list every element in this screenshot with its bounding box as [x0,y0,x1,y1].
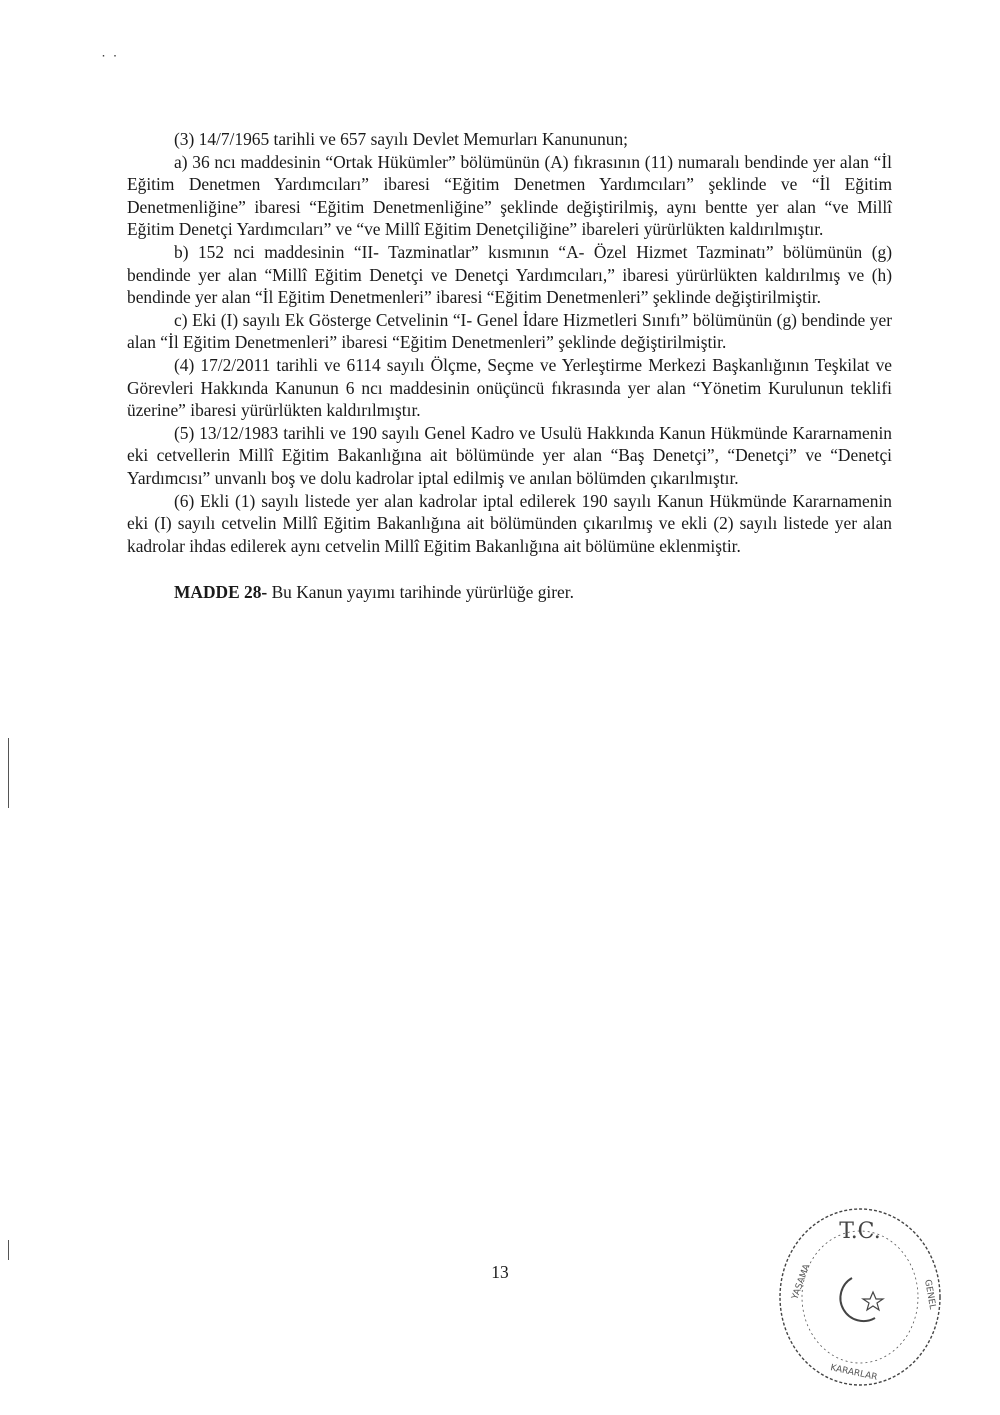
article-text: Bu Kanun yayımı tarihinde yürürlüğe girer. [267,582,574,603]
article-28 [127,581,892,604]
paragraph: b) 152 nci maddesinin “II- Tazminatlar” kısmının “A- Özel Hizmet Tazminatı” bölümünün (g) bendinde yer alan “Millî Eğitim Denetçi ve Denetçi Yardımcıları,” ibaresi yürürlükten kaldırılmış ve (h) bendinde yer alan “İl Eğitim Denetmenleri” ibaresi “Eğitim Denetmenleri” şeklinde değiştirilmiştir. [127,241,892,308]
seal-top-text: T.C. [839,1219,881,1244]
paragraph: (6) Ekli (1) sayılı listede yer alan kadrolar iptal edilerek 190 sayılı Kanun Hükmünde Kararnamenin eki (I) sayılı cetvelin Millî Eğitim Bakanlığına ait bölümünden çıkarılmış ve ekli (2) sayılı listede yer alan kadrolar ihdas edilerek aynı cetvelin Millî Eğitim Bakanlığına ait bölümüne eklenmiştir. [127,490,892,556]
margin-line [8,738,9,808]
seal-ring-text: KARARLAR [829,1363,879,1383]
paragraph: (5) 13/12/1983 tarihli ve 190 sayılı Genel Kadro ve Usulü Hakkında Kanun Hükmünde Kararnamenin eki cetvellerin Millî Eğitim Bakanlığına ait bölümünde yer alan “Baş Denetçi”, “Denetçi” ve “Denetçi Yardımcısı” unvanlı boş ve dolu kadrolar iptal edilmiş ve anılan bölümden çıkarılmıştır. [127,422,892,488]
paragraph: a) 36 ncı maddesinin “Ortak Hükümler” bölümünün (A) fıkrasının (11) numaralı bendinde yer alan “İl Eğitim Denetmen Yardımcıları” ibaresi “Eğitim Denetmen Yardımcıları” şeklinde ve “İl Eğitim Denetmenliğine” ibaresi “Eğitim Denetmenliğine” şeklinde değiştirilmiş, aynı bentte yer alan “ve Millî Eğitim Denetçi Yardımcıları” ve “ve Millî Eğitim Denetçiliğine” ibareleri yürürlükten kaldırılmıştır. [127,151,892,240]
scan-speck: ˙ ˙ [100,54,119,70]
document-body [127,128,892,604]
seal-ring-text: GENEL [922,1278,938,1311]
margin-line [8,1240,9,1260]
official-seal-stamp [775,1200,945,1390]
paragraph: c) Eki (I) sayılı Ek Gösterge Cetvelinin “I- Genel İdare Hizmetleri Sınıfı” bölümünün (g) bendinde yer alan “İl Eğitim Denetmenleri” ibaresi “Eğitim Denetmenleri” şeklinde değiştirilmiştir. [127,309,892,353]
seal-ring-text: YASAMA [790,1262,813,1302]
paragraph: (3) 14/7/1965 tarihli ve 657 sayılı Devlet Memurları Kanununun; [174,129,628,149]
page-number: 13 [491,1262,509,1282]
article-label: MADDE 28- [174,582,268,603]
paragraph: (4) 17/2/2011 tarihli ve 6114 sayılı Ölçme, Seçme ve Yerleştirme Merkezi Başkanlığının Teşkilat ve Görevleri Hakkında Kanunun 6 ncı maddesinin onüçüncü fıkrasında yer alan “Yönetim Kurulunun teklifi üzerine” ibaresi yürürlükten kaldırılmıştır. [127,354,892,421]
